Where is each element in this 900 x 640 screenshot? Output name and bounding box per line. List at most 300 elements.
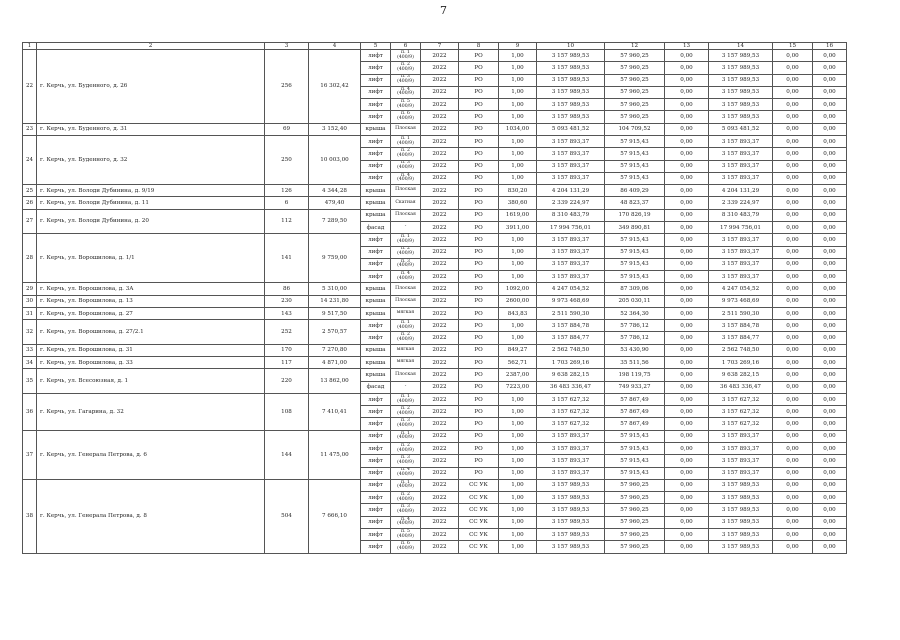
year-cell: 2022 (421, 455, 459, 467)
volume-cell: 1,00 (499, 246, 537, 258)
unit-cost-cell: 349 890,81 (605, 221, 665, 233)
method-cell: РО (459, 258, 499, 270)
method-cell: РО (459, 123, 499, 135)
year-cell: 2022 (421, 357, 459, 369)
type-cell: Плоская (391, 283, 421, 295)
row-number: 33 (23, 344, 37, 356)
method-cell: РО (459, 62, 499, 74)
method-cell: РО (459, 320, 499, 332)
total-cell: 3 157 627,32 (709, 393, 773, 405)
volume-cell: 1034,00 (499, 123, 537, 135)
cost-cell: 36 483 336,47 (537, 381, 605, 393)
extra-cell: 0,00 (813, 160, 847, 172)
extra-cell: 0,00 (773, 221, 813, 233)
method-cell: РО (459, 418, 499, 430)
method-cell: РО (459, 50, 499, 62)
extra-cell: 0,00 (773, 381, 813, 393)
area-cell: 4 344,28 (309, 185, 361, 197)
column-number: 4 (309, 43, 361, 50)
table-row (23, 50, 847, 62)
unit-cost-cell: 57 960,25 (605, 50, 665, 62)
extra-cell: 0,00 (813, 357, 847, 369)
table-row (23, 209, 847, 221)
funds-cell: 0,00 (665, 234, 709, 246)
type-cell: п. 2 (400/9) (391, 62, 421, 74)
volume-cell: 1,00 (499, 443, 537, 455)
element-cell: лифт (361, 430, 391, 442)
element-cell: крыша (361, 283, 391, 295)
funds-cell: 0,00 (665, 86, 709, 98)
unit-cost-cell: 57 915,43 (605, 258, 665, 270)
extra-cell: 0,00 (773, 393, 813, 405)
address-cell: г. Керчь, ул. Володи Дубинина, д. 11 (37, 197, 265, 209)
unit-cost-cell: 57 960,25 (605, 479, 665, 491)
row-number: 23 (23, 123, 37, 135)
row-number: 26 (23, 197, 37, 209)
row-number: 37 (23, 430, 37, 479)
method-cell: РО (459, 74, 499, 86)
table-row (23, 197, 847, 209)
total-cell: 3 157 989,53 (709, 86, 773, 98)
type-cell: п. 1 (400/9) (391, 479, 421, 491)
funds-cell: 0,00 (665, 344, 709, 356)
element-cell: лифт (361, 332, 391, 344)
cost-cell: 3 157 989,53 (537, 111, 605, 123)
extra-cell: 0,00 (773, 479, 813, 491)
element-cell: лифт (361, 418, 391, 430)
cost-cell: 8 310 483,79 (537, 209, 605, 221)
extra-cell: 0,00 (813, 86, 847, 98)
residents-cell: 112 (265, 209, 309, 234)
cost-cell: 2 339 224,97 (537, 197, 605, 209)
type-cell: - (391, 381, 421, 393)
volume-cell: 1,00 (499, 504, 537, 516)
unit-cost-cell: 57 915,43 (605, 160, 665, 172)
row-number: 30 (23, 295, 37, 307)
type-cell: п. 1 (400/9) (391, 430, 421, 442)
extra-cell: 0,00 (813, 492, 847, 504)
unit-cost-cell: 57 915,43 (605, 246, 665, 258)
volume-cell: 562,71 (499, 357, 537, 369)
method-cell: РО (459, 221, 499, 233)
type-cell: п. 1 (400/9) (391, 135, 421, 147)
area-cell: 2 570,57 (309, 320, 361, 345)
unit-cost-cell: 86 409,29 (605, 185, 665, 197)
method-cell: РО (459, 234, 499, 246)
funds-cell: 0,00 (665, 443, 709, 455)
area-cell: 4 871,00 (309, 357, 361, 369)
cost-cell: 3 157 989,53 (537, 479, 605, 491)
volume-cell: 1,00 (499, 479, 537, 491)
funds-cell: 0,00 (665, 271, 709, 283)
funds-cell: 0,00 (665, 467, 709, 479)
element-cell: крыша (361, 344, 391, 356)
total-cell: 3 157 893,37 (709, 443, 773, 455)
unit-cost-cell: 57 915,43 (605, 234, 665, 246)
area-cell: 7 410,41 (309, 393, 361, 430)
funds-cell: 0,00 (665, 295, 709, 307)
type-cell: мягкая (391, 357, 421, 369)
cost-cell: 3 157 627,32 (537, 393, 605, 405)
volume-cell: 2387,00 (499, 369, 537, 381)
total-cell: 3 157 893,37 (709, 160, 773, 172)
row-number: 38 (23, 479, 37, 553)
table-row (23, 369, 847, 381)
volume-cell: 843,83 (499, 307, 537, 319)
element-cell: лифт (361, 74, 391, 86)
cost-cell: 3 157 989,53 (537, 50, 605, 62)
type-cell: п. 5 (400/9) (391, 528, 421, 540)
column-number: 14 (709, 43, 773, 50)
volume-cell: 1,00 (499, 516, 537, 528)
total-cell: 3 157 893,37 (709, 246, 773, 258)
volume-cell: 1,00 (499, 320, 537, 332)
area-cell: 9 759,00 (309, 234, 361, 283)
funds-cell: 0,00 (665, 381, 709, 393)
method-cell: РО (459, 172, 499, 184)
element-cell: лифт (361, 528, 391, 540)
extra-cell: 0,00 (773, 258, 813, 270)
volume-cell: 1,00 (499, 50, 537, 62)
volume-cell: 1,00 (499, 234, 537, 246)
extra-cell: 0,00 (773, 541, 813, 553)
method-cell: СС УК (459, 504, 499, 516)
type-cell: п. 2 (400/9) (391, 492, 421, 504)
method-cell: РО (459, 246, 499, 258)
row-number: 31 (23, 307, 37, 319)
year-cell: 2022 (421, 320, 459, 332)
extra-cell: 0,00 (773, 86, 813, 98)
residents-cell: 504 (265, 479, 309, 553)
total-cell: 3 157 884,78 (709, 320, 773, 332)
extra-cell: 0,00 (773, 160, 813, 172)
year-cell: 2022 (421, 541, 459, 553)
table-row (23, 295, 847, 307)
type-cell: п. 2 (400/9) (391, 443, 421, 455)
residents-cell: 143 (265, 307, 309, 319)
total-cell: 3 157 989,53 (709, 74, 773, 86)
row-number: 29 (23, 283, 37, 295)
year-cell: 2022 (421, 307, 459, 319)
table-body (23, 43, 847, 554)
address-cell: г. Керчь, ул. Ворошилова, д. 13 (37, 295, 265, 307)
column-number: 2 (37, 43, 265, 50)
element-cell: лифт (361, 393, 391, 405)
element-cell: лифт (361, 62, 391, 74)
year-cell: 2022 (421, 185, 459, 197)
total-cell: 3 157 893,37 (709, 258, 773, 270)
type-cell: п. 2 (400/9) (391, 148, 421, 160)
cost-cell: 3 157 627,32 (537, 406, 605, 418)
total-cell: 3 157 627,32 (709, 418, 773, 430)
extra-cell: 0,00 (773, 62, 813, 74)
extra-cell: 0,00 (813, 123, 847, 135)
method-cell: РО (459, 271, 499, 283)
extra-cell: 0,00 (773, 185, 813, 197)
element-cell: лифт (361, 50, 391, 62)
cost-cell: 3 157 893,37 (537, 258, 605, 270)
type-cell: п. 1 (400/9) (391, 50, 421, 62)
cost-cell: 3 157 893,37 (537, 234, 605, 246)
cost-cell: 4 204 131,29 (537, 185, 605, 197)
funds-cell: 0,00 (665, 111, 709, 123)
table-row (23, 344, 847, 356)
extra-cell: 0,00 (813, 528, 847, 540)
total-cell: 3 157 627,32 (709, 406, 773, 418)
cost-cell: 3 157 989,53 (537, 74, 605, 86)
total-cell: 4 204 131,29 (709, 185, 773, 197)
method-cell: РО (459, 160, 499, 172)
address-cell: г. Керчь, ул. Володи Дубинина, д. 20 (37, 209, 265, 234)
element-cell: лифт (361, 148, 391, 160)
total-cell: 1 703 269,16 (709, 357, 773, 369)
cost-cell: 5 093 481,52 (537, 123, 605, 135)
extra-cell: 0,00 (773, 50, 813, 62)
cost-cell: 2 562 748,50 (537, 344, 605, 356)
volume-cell: 1,00 (499, 406, 537, 418)
extra-cell: 0,00 (773, 135, 813, 147)
unit-cost-cell: 57 960,25 (605, 492, 665, 504)
year-cell: 2022 (421, 246, 459, 258)
element-cell: лифт (361, 320, 391, 332)
extra-cell: 0,00 (813, 99, 847, 111)
area-cell: 7 666,10 (309, 479, 361, 553)
column-number: 3 (265, 43, 309, 50)
year-cell: 2022 (421, 86, 459, 98)
residents-cell: 141 (265, 234, 309, 283)
year-cell: 2022 (421, 135, 459, 147)
total-cell: 3 157 884,77 (709, 332, 773, 344)
volume-cell: 1,00 (499, 467, 537, 479)
unit-cost-cell: 57 915,43 (605, 455, 665, 467)
extra-cell: 0,00 (773, 443, 813, 455)
extra-cell: 0,00 (813, 504, 847, 516)
extra-cell: 0,00 (813, 283, 847, 295)
total-cell: 2 511 590,30 (709, 307, 773, 319)
element-cell: фасад (361, 381, 391, 393)
year-cell: 2022 (421, 283, 459, 295)
area-cell: 7 289,50 (309, 209, 361, 234)
total-cell: 2 562 748,50 (709, 344, 773, 356)
column-number: 13 (665, 43, 709, 50)
extra-cell: 0,00 (773, 430, 813, 442)
address-cell: г. Керчь, ул. Буденного, д. 31 (37, 123, 265, 135)
method-cell: СС УК (459, 479, 499, 491)
type-cell: Скатная (391, 197, 421, 209)
total-cell: 9 638 282,15 (709, 369, 773, 381)
element-cell: лифт (361, 86, 391, 98)
row-number: 24 (23, 135, 37, 184)
element-cell: лифт (361, 479, 391, 491)
total-cell: 3 157 989,53 (709, 111, 773, 123)
extra-cell: 0,00 (773, 271, 813, 283)
extra-cell: 0,00 (813, 344, 847, 356)
method-cell: РО (459, 307, 499, 319)
type-cell: п. 4 (400/9) (391, 172, 421, 184)
extra-cell: 0,00 (813, 516, 847, 528)
type-cell: п. 3 (400/9) (391, 455, 421, 467)
year-cell: 2022 (421, 381, 459, 393)
type-cell: мягкая (391, 307, 421, 319)
element-cell: лифт (361, 111, 391, 123)
cost-cell: 9 973 468,69 (537, 295, 605, 307)
cost-cell: 3 157 893,37 (537, 160, 605, 172)
funds-cell: 0,00 (665, 357, 709, 369)
year-cell: 2022 (421, 111, 459, 123)
unit-cost-cell: 198 119,75 (605, 369, 665, 381)
extra-cell: 0,00 (813, 74, 847, 86)
type-cell: Плоская (391, 295, 421, 307)
cost-cell: 4 247 054,52 (537, 283, 605, 295)
residents-cell: 108 (265, 393, 309, 430)
year-cell: 2022 (421, 148, 459, 160)
unit-cost-cell: 57 960,25 (605, 516, 665, 528)
area-cell: 479,40 (309, 197, 361, 209)
volume-cell: 7223,00 (499, 381, 537, 393)
table-row (23, 357, 847, 369)
table-row (23, 479, 847, 491)
method-cell: РО (459, 99, 499, 111)
year-cell: 2022 (421, 209, 459, 221)
funds-cell: 0,00 (665, 62, 709, 74)
type-cell: п. 5 (400/9) (391, 99, 421, 111)
total-cell: 3 157 989,53 (709, 504, 773, 516)
unit-cost-cell: 57 960,25 (605, 74, 665, 86)
volume-cell: 1,00 (499, 172, 537, 184)
total-cell: 5 093 481,52 (709, 123, 773, 135)
method-cell: РО (459, 381, 499, 393)
element-cell: крыша (361, 197, 391, 209)
method-cell: РО (459, 295, 499, 307)
unit-cost-cell: 57 915,43 (605, 172, 665, 184)
method-cell: РО (459, 185, 499, 197)
method-cell: СС УК (459, 492, 499, 504)
address-cell: г. Керчь, ул. Ворошилова, д. 1/1 (37, 234, 265, 283)
funds-cell: 0,00 (665, 528, 709, 540)
extra-cell: 0,00 (773, 123, 813, 135)
extra-cell: 0,00 (813, 234, 847, 246)
element-cell: лифт (361, 504, 391, 516)
cost-cell: 3 157 989,53 (537, 528, 605, 540)
extra-cell: 0,00 (813, 393, 847, 405)
extra-cell: 0,00 (773, 406, 813, 418)
type-cell: п. 4 (400/9) (391, 467, 421, 479)
row-number: 22 (23, 50, 37, 124)
row-number: 28 (23, 234, 37, 283)
unit-cost-cell: 57 867,49 (605, 406, 665, 418)
volume-cell: 1,00 (499, 430, 537, 442)
element-cell: лифт (361, 234, 391, 246)
extra-cell: 0,00 (813, 430, 847, 442)
method-cell: РО (459, 467, 499, 479)
residents-cell: 250 (265, 135, 309, 184)
residents-cell: 69 (265, 123, 309, 135)
element-cell: лифт (361, 516, 391, 528)
extra-cell: 0,00 (773, 528, 813, 540)
extra-cell: 0,00 (773, 111, 813, 123)
year-cell: 2022 (421, 258, 459, 270)
extra-cell: 0,00 (813, 148, 847, 160)
funds-cell: 0,00 (665, 74, 709, 86)
year-cell: 2022 (421, 393, 459, 405)
total-cell: 36 483 336,47 (709, 381, 773, 393)
extra-cell: 0,00 (773, 332, 813, 344)
funds-cell: 0,00 (665, 492, 709, 504)
element-cell: лифт (361, 406, 391, 418)
element-cell: лифт (361, 455, 391, 467)
method-cell: РО (459, 369, 499, 381)
type-cell: п. 1 (400/9) (391, 393, 421, 405)
address-cell: г. Керчь, ул. Генерала Петрова, д. 8 (37, 479, 265, 553)
volume-cell: 2600,00 (499, 295, 537, 307)
volume-cell: 1,00 (499, 111, 537, 123)
column-number: 10 (537, 43, 605, 50)
residents-cell: 220 (265, 369, 309, 394)
table-row (23, 283, 847, 295)
type-cell: Плоская (391, 123, 421, 135)
year-cell: 2022 (421, 479, 459, 491)
extra-cell: 0,00 (813, 246, 847, 258)
element-cell: крыша (361, 209, 391, 221)
volume-cell: 1,00 (499, 74, 537, 86)
row-number: 36 (23, 393, 37, 430)
year-cell: 2022 (421, 160, 459, 172)
cost-cell: 3 157 989,53 (537, 492, 605, 504)
extra-cell: 0,00 (813, 455, 847, 467)
cost-cell: 2 511 590,30 (537, 307, 605, 319)
element-cell: лифт (361, 271, 391, 283)
extra-cell: 0,00 (813, 541, 847, 553)
element-cell: крыша (361, 369, 391, 381)
column-number: 9 (499, 43, 537, 50)
total-cell: 3 157 989,53 (709, 516, 773, 528)
row-number: 34 (23, 357, 37, 369)
funds-cell: 0,00 (665, 123, 709, 135)
volume-cell: 1,00 (499, 160, 537, 172)
extra-cell: 0,00 (813, 307, 847, 319)
type-cell: Плоская (391, 209, 421, 221)
column-number: 6 (391, 43, 421, 50)
cost-cell: 3 157 893,37 (537, 172, 605, 184)
funds-cell: 0,00 (665, 332, 709, 344)
volume-cell: 1,00 (499, 332, 537, 344)
address-cell: г. Керчь, ул. Буденного, д. 32 (37, 135, 265, 184)
extra-cell: 0,00 (773, 148, 813, 160)
extra-cell: 0,00 (773, 467, 813, 479)
type-cell: п. 4 (400/9) (391, 271, 421, 283)
row-number: 25 (23, 185, 37, 197)
type-cell: п. 2 (400/9) (391, 406, 421, 418)
type-cell: п. 4 (400/9) (391, 516, 421, 528)
year-cell: 2022 (421, 467, 459, 479)
unit-cost-cell: 48 823,37 (605, 197, 665, 209)
year-cell: 2022 (421, 234, 459, 246)
extra-cell: 0,00 (813, 172, 847, 184)
table-row (23, 320, 847, 332)
cost-cell: 3 157 893,37 (537, 148, 605, 160)
unit-cost-cell: 170 826,19 (605, 209, 665, 221)
unit-cost-cell: 205 030,11 (605, 295, 665, 307)
area-cell: 13 862,00 (309, 369, 361, 394)
total-cell: 2 339 224,97 (709, 197, 773, 209)
type-cell: Плоская (391, 185, 421, 197)
method-cell: СС УК (459, 528, 499, 540)
unit-cost-cell: 57 960,25 (605, 62, 665, 74)
unit-cost-cell: 57 867,49 (605, 418, 665, 430)
year-cell: 2022 (421, 344, 459, 356)
funds-cell: 0,00 (665, 258, 709, 270)
column-number: 8 (459, 43, 499, 50)
